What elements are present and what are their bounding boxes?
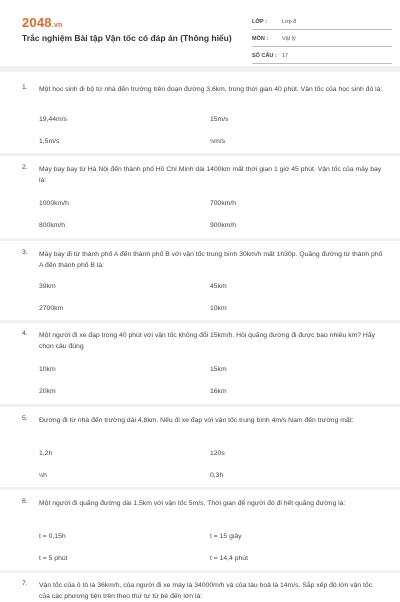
option-c[interactable]: 20km <box>39 388 56 395</box>
question-text: Một người đi quãng đường dài 1,5km với vận tốc 5m/s. Thời gian để người đó đi hết quãng đường là: <box>39 500 346 507</box>
question-text: Vận tốc của ô tô là 36km/h, của người đi xe máy là 34000m/h và của tàu hoả là 14m/s. Sắp xếp độ lớn vận tốc của các phương tiện trên theo thứ tự từ bé đến lớn là: <box>39 582 373 600</box>
option-a[interactable]: 19,44m/s <box>39 116 67 123</box>
question-number: 6. <box>22 498 28 505</box>
option-b[interactable]: 120s <box>210 450 225 457</box>
option-a[interactable]: 1,2h <box>39 450 53 457</box>
logo-main: 2048 <box>22 15 52 30</box>
option-d[interactable]: ⅔m/s <box>210 138 226 145</box>
option-a[interactable]: 1000km/h <box>39 200 69 207</box>
question-text: Một người đi xe đạp trong 40 phút với vận tốc không đổi 15km/h. Hỏi quãng đường đi được bao nhiêu km? Hãy chọn câu đúng <box>39 332 376 350</box>
question-divider <box>0 320 400 323</box>
question-divider <box>0 238 400 241</box>
question-text: Máy bay bay từ Hà Nội đến thành phố Hồ Chí Minh dài 1400km mất thời gian 1 giờ 45 phút. Vận tốc của máy bay là: <box>39 166 382 184</box>
meta-info <box>252 15 392 66</box>
question-text: Máy bay đi từ thành phố A đến thành phố B với vận tốc trung bình 30km/h mất 1h30p. Quãng đường từ thành phố A đến thành phố B là: <box>39 251 383 269</box>
option-d[interactable]: 10km <box>210 305 227 312</box>
question-number: 3. <box>22 249 28 256</box>
fraction-two-thirds: ⅔ <box>210 139 215 145</box>
page-header <box>0 0 400 62</box>
meta-row-subject <box>252 32 392 47</box>
meta-row-count <box>252 49 392 64</box>
option-a[interactable]: 10km <box>39 366 56 373</box>
meta-row-class <box>252 15 392 30</box>
meta-value: Lớp 8 <box>282 19 297 25</box>
option-c[interactable]: 800km/h <box>39 222 66 229</box>
fraction-one-third: ⅓ <box>39 473 44 479</box>
meta-value: Vật lý <box>282 36 296 42</box>
meta-key: SỐ CÂU : <box>252 53 277 59</box>
option-c[interactable]: 2700km <box>39 305 64 312</box>
option-a[interactable]: t = 0,15h <box>39 533 66 540</box>
question-number: 5. <box>22 415 28 422</box>
option-b[interactable]: 15km <box>210 366 227 373</box>
question-divider <box>0 404 400 407</box>
option-d[interactable]: 16km <box>210 388 227 395</box>
logo-tld: .vn <box>51 22 63 29</box>
option-d[interactable]: 0,3h <box>210 472 224 479</box>
question-divider <box>0 153 400 156</box>
question-divider <box>0 570 400 573</box>
option-a[interactable]: 39km <box>39 283 56 290</box>
question-text: Một học sinh đi bộ từ nhà đến trường trên đoạn đường 3,6km, trong thời gian 40 phút. Vận tốc của học sinh đó là: <box>39 86 383 93</box>
option-c[interactable]: 1,5m/s <box>39 138 60 145</box>
question-number: 4. <box>22 330 28 337</box>
meta-key: MÔN : <box>252 36 269 42</box>
option-b[interactable]: 15m/s <box>210 116 229 123</box>
question-text: Đường đi từ nhà đến trường dài 4,8km. Nếu đi xe đạp với vận tốc trung bình 4m/s Nam đến trường mất: <box>39 417 354 424</box>
option-d[interactable]: t = 14,4 phút <box>210 555 248 562</box>
question-number: 7. <box>22 580 28 587</box>
header-separator <box>0 66 400 72</box>
option-b[interactable]: t = 15 giây <box>210 533 242 540</box>
document-title: Trắc nghiệm Bài tập Vận tốc có đáp án (Thông hiểu) <box>22 33 232 43</box>
option-d[interactable]: 900km/h <box>210 222 237 229</box>
question-divider <box>0 487 400 490</box>
meta-value: 17 <box>282 53 289 59</box>
option-b[interactable]: 700km/h <box>210 200 237 207</box>
question-number: 2. <box>22 164 28 171</box>
site-logo[interactable] <box>22 15 62 30</box>
meta-key: LỚP : <box>252 19 267 25</box>
question-number: 1. <box>22 84 28 91</box>
option-b[interactable]: 45km <box>210 283 227 290</box>
option-c[interactable]: t = 5 phút <box>39 555 68 562</box>
option-c[interactable]: ⅓h <box>39 472 47 479</box>
